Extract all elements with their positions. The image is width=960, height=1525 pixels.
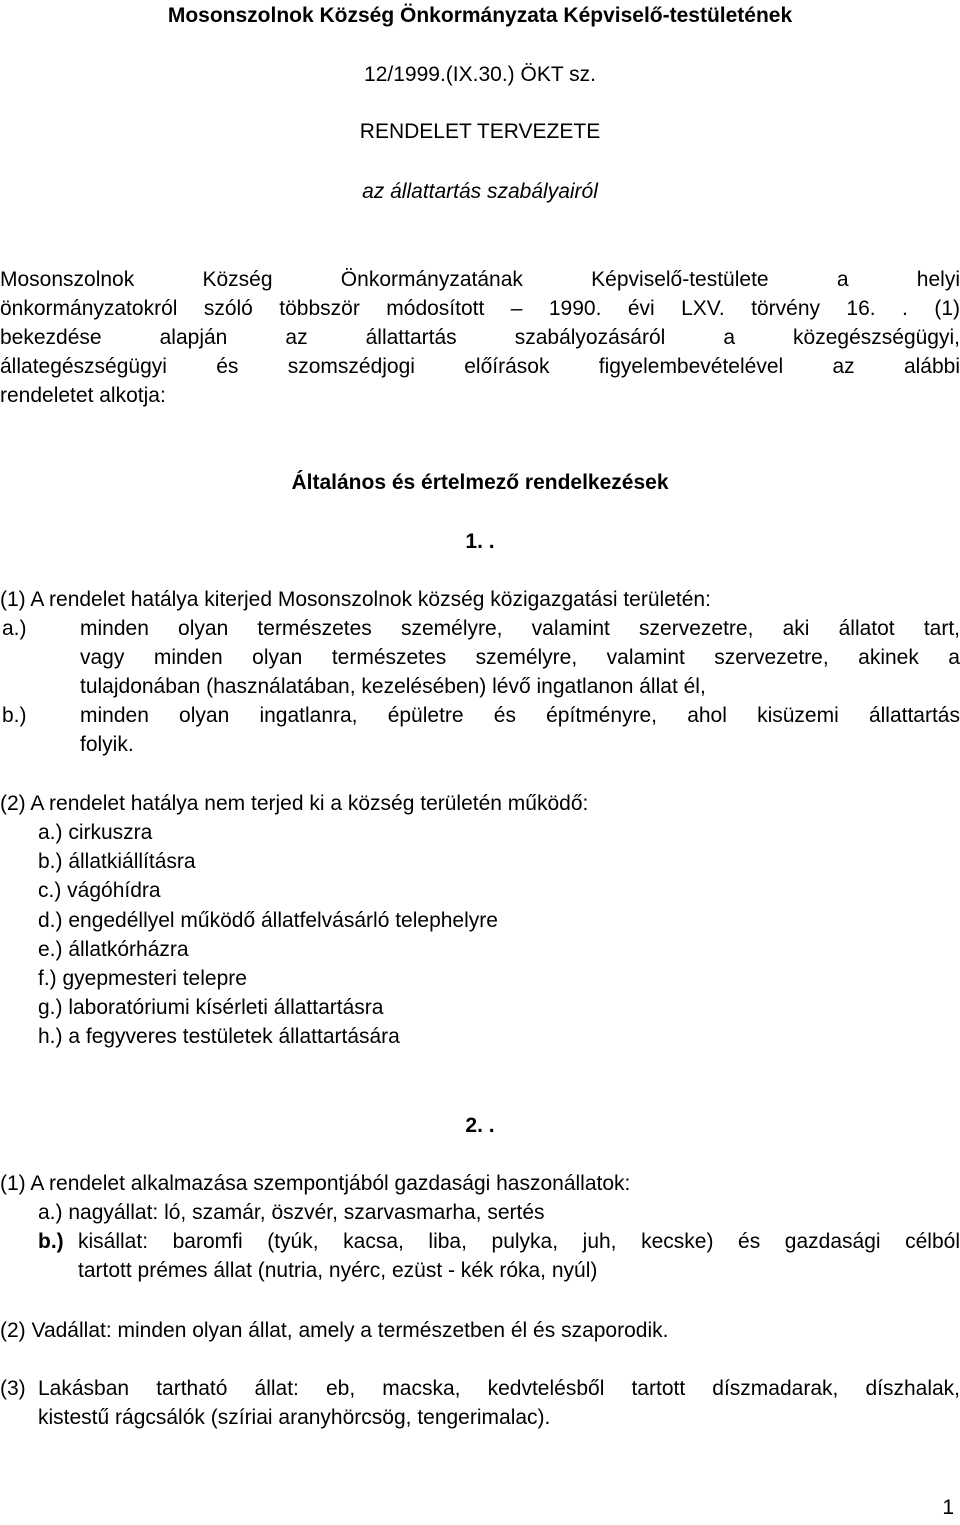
document-type: RENDELET TERVEZETE (359, 120, 601, 143)
paragraph: kistestű rágcsálók (szíriai aranyhörcsög, tengerimalac). (38, 1406, 551, 1429)
list-item: b.) állatkiállításra (38, 850, 196, 873)
list-item: d.) engedéllyel működő állatfelvásárló telephelyre (38, 909, 498, 932)
list-item: g.) laboratóriumi kísérleti állattartásra (38, 996, 384, 1019)
paragraph-label: (3) (0, 1377, 26, 1400)
list-item: minden olyan ingatlanra, épületre és építményre, ahol kisüzemi állattartás (80, 704, 960, 727)
list-item: f.) gyepmesteri telepre (38, 967, 247, 990)
paragraph-intro: (1) A rendelet alkalmazása szempontjából gazdasági haszonállatok: (0, 1172, 631, 1195)
list-item: h.) a fegyveres testületek állattartására (38, 1025, 400, 1048)
section-heading: Általános és értelmező rendelkezések (291, 471, 669, 494)
list-item: a.) nagyállat: ló, szamár, öszvér, szarvasmarha, sertés (38, 1201, 545, 1224)
preamble-line: rendeletet alkotja: (0, 384, 166, 407)
list-item: folyik. (80, 733, 134, 756)
list-item: tulajdonában (használatában, kezelésében) lévő ingatlanon állat él, (80, 675, 706, 698)
paragraph: (2) Vadállat: minden olyan állat, amely a természetben él és szaporodik. (0, 1319, 669, 1342)
document-title: Mosonszolnok Község Önkormányzata Képviselő-testületének (167, 4, 793, 27)
list-item: e.) állatkórházra (38, 938, 189, 961)
list-item-label: b.) (2, 704, 27, 727)
paragraph-intro: (2) A rendelet hatálya nem terjed ki a község területén működő: (0, 792, 589, 815)
document-subject: az állattartás szabályairól (362, 180, 598, 203)
preamble-line: állategészségügyi és szomszédjogi előírások figyelembevételével az alábbi (0, 355, 960, 378)
paragraph-intro: (1) A rendelet hatálya kiterjed Mosonszolnok község közigazgatási területén: (0, 588, 711, 611)
decree-number: 12/1999.(IX.30.) ÖKT sz. (364, 63, 596, 86)
preamble-line: önkormányzatokról szóló többször módosított – 1990. évi LXV. törvény 16. . (1) (0, 297, 960, 320)
preamble-line: Mosonszolnok Község Önkormányzatának Képviselő-testülete a helyi (0, 268, 960, 291)
list-item: kisállat: baromfi (tyúk, kacsa, liba, pulyka, juh, kecske) és gazdasági célból (78, 1230, 960, 1253)
list-item: c.) vágóhídra (38, 879, 161, 902)
list-item: a.) cirkuszra (38, 821, 153, 844)
list-item: tartott prémes állat (nutria, nyérc, ezüst - kék róka, nyúl) (78, 1259, 598, 1282)
list-item: minden olyan természetes személyre, valamint szervezetre, aki állatot tart, (80, 617, 960, 640)
page-number: 1 (942, 1496, 954, 1519)
section-number: 2. . (465, 1114, 495, 1137)
paragraph: Lakásban tartható állat: eb, macska, kedvtelésből tartott díszmadarak, díszhalak, (38, 1377, 960, 1400)
list-item-label: a.) (2, 617, 27, 640)
list-item-label: b.) (38, 1230, 64, 1253)
section-number: 1. . (465, 530, 495, 553)
preamble-line: bekezdése alapján az állattartás szabályozásáról a közegészségügyi, (0, 326, 960, 349)
list-item: vagy minden olyan természetes személyre, valamint szervezetre, akinek a (80, 646, 960, 669)
